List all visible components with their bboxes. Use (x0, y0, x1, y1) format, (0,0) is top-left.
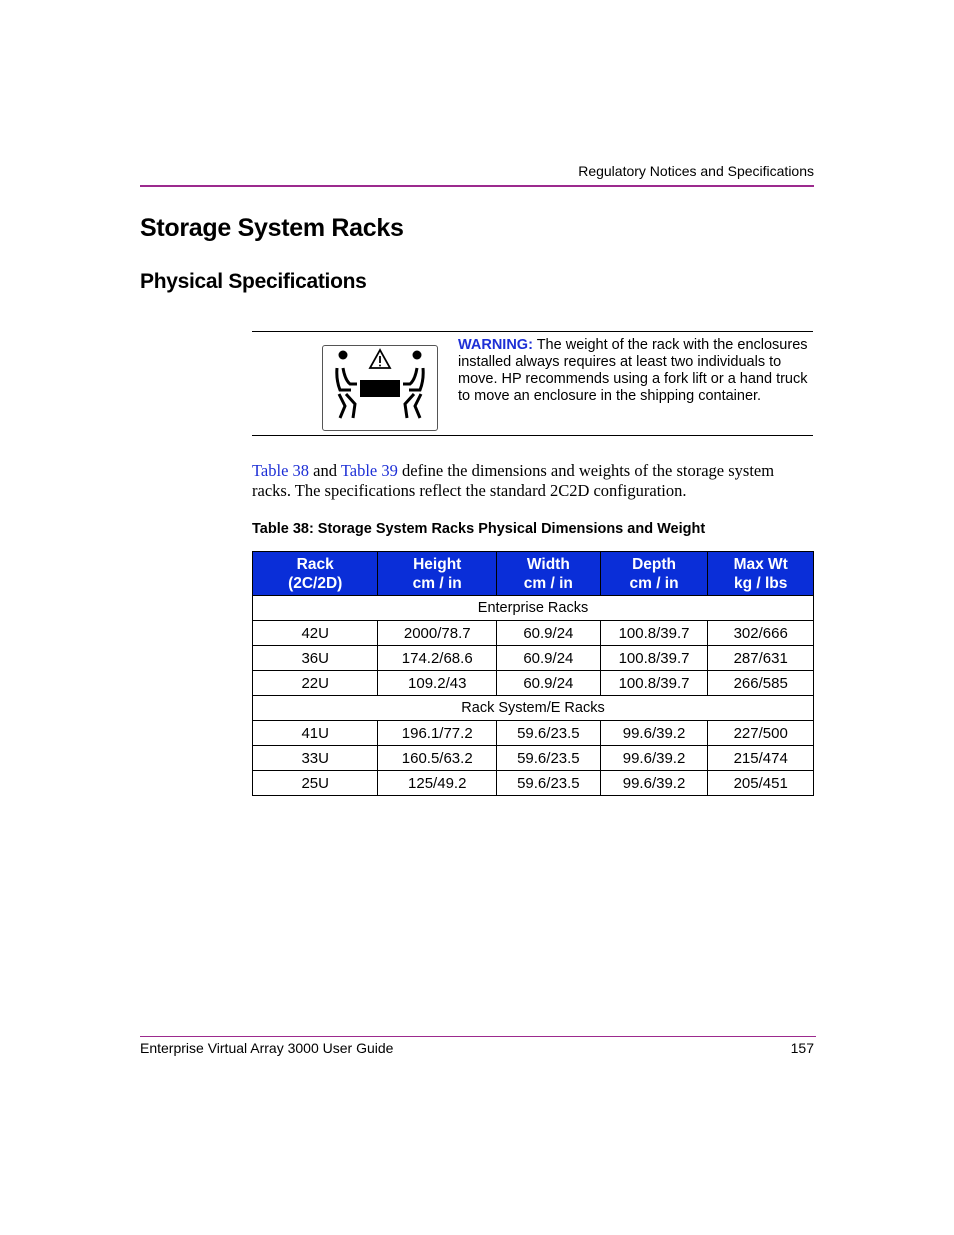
header-height (378, 552, 497, 596)
group-label-rack-system-e: Rack System/E Racks (253, 696, 814, 721)
footer-rule (140, 1036, 816, 1037)
section-subtitle: Physical Specifications (140, 270, 367, 293)
two-person-lift-warning-icon (322, 345, 438, 431)
cell-width: 60.9/24 (497, 646, 601, 671)
cell-rack: 33U (253, 746, 378, 771)
cell-height: 109.2/43 (378, 671, 497, 696)
cell-max-weight: 302/666 (708, 621, 814, 646)
header-max-weight (708, 552, 814, 596)
cell-depth: 100.8/39.7 (600, 671, 708, 696)
cell-max-weight: 287/631 (708, 646, 814, 671)
header-depth-line2: cm / in (629, 574, 679, 592)
header-height-line2: cm / in (412, 574, 462, 592)
table-row (253, 721, 814, 746)
cell-rack: 25U (253, 771, 378, 796)
cell-depth: 99.6/39.2 (600, 746, 708, 771)
cell-depth: 100.8/39.7 (600, 646, 708, 671)
header-width-line2: cm / in (523, 574, 573, 592)
warning-label: WARNING: (458, 337, 533, 353)
table-row (253, 646, 814, 671)
section-title: Storage System Racks (140, 214, 404, 242)
header-width (497, 552, 601, 596)
cell-depth: 100.8/39.7 (600, 621, 708, 646)
cell-rack: 41U (253, 721, 378, 746)
cell-max-weight: 205/451 (708, 771, 814, 796)
table-38-link[interactable]: Table 38 (252, 461, 310, 480)
cell-width: 60.9/24 (497, 621, 601, 646)
header-depth-line1: Depth (632, 555, 676, 573)
cell-width: 59.6/23.5 (497, 771, 601, 796)
table-row (253, 671, 814, 696)
specifications-table (252, 551, 814, 796)
group-row (253, 696, 814, 721)
header-rack-line2: (2C/2D) (288, 574, 343, 592)
cell-width: 60.9/24 (497, 671, 601, 696)
table-row (253, 621, 814, 646)
cell-rack: 42U (253, 621, 378, 646)
footer-title: Enterprise Virtual Array 3000 User Guide (140, 1040, 394, 1056)
warning-text (458, 337, 813, 405)
header-height-line1: Height (413, 555, 462, 573)
intro-rest: define the dimensions and weights of the storage system racks. The specifications reflect the standard 2C2D configuration. (252, 461, 775, 500)
cell-depth: 99.6/39.2 (600, 721, 708, 746)
page-number: 157 (790, 1040, 814, 1056)
cell-width: 59.6/23.5 (497, 746, 601, 771)
group-row (253, 596, 814, 621)
table-caption: Table 38: Storage System Racks Physical Dimensions and Weight (252, 521, 706, 537)
warning-body: The weight of the rack with the enclosures installed always requires at least two individuals to move. HP recommends using a fork lift or a hand truck to move an enclosure in the shipping container. (458, 337, 808, 404)
header-width-line1: Width (526, 555, 570, 573)
cell-depth: 99.6/39.2 (600, 771, 708, 796)
cell-height: 196.1/77.2 (378, 721, 497, 746)
cell-height: 160.5/63.2 (378, 746, 497, 771)
group-label-enterprise: Enterprise Racks (253, 596, 814, 621)
header-rack (253, 552, 378, 596)
intro-paragraph (252, 461, 814, 500)
intro-and: and (309, 461, 341, 480)
table-39-link[interactable]: Table 39 (340, 461, 398, 480)
cell-rack: 22U (253, 671, 378, 696)
cell-max-weight: 227/500 (708, 721, 814, 746)
header-max-weight-line1: Max Wt (733, 555, 788, 573)
header-max-weight-line2: kg / lbs (733, 574, 788, 592)
cell-width: 59.6/23.5 (497, 721, 601, 746)
running-header: Regulatory Notices and Specifications (578, 163, 814, 179)
cell-rack: 36U (253, 646, 378, 671)
cell-max-weight: 215/474 (708, 746, 814, 771)
header-depth (600, 552, 708, 596)
cell-height: 174.2/68.6 (378, 646, 497, 671)
header-rule (140, 185, 814, 187)
warning-box (252, 331, 813, 436)
cell-max-weight: 266/585 (708, 671, 814, 696)
cell-height: 2000/78.7 (378, 621, 497, 646)
table-row (253, 746, 814, 771)
header-rack-line1: Rack (296, 555, 334, 573)
table-row (253, 771, 814, 796)
cell-height: 125/49.2 (378, 771, 497, 796)
table-header-row (253, 552, 814, 596)
